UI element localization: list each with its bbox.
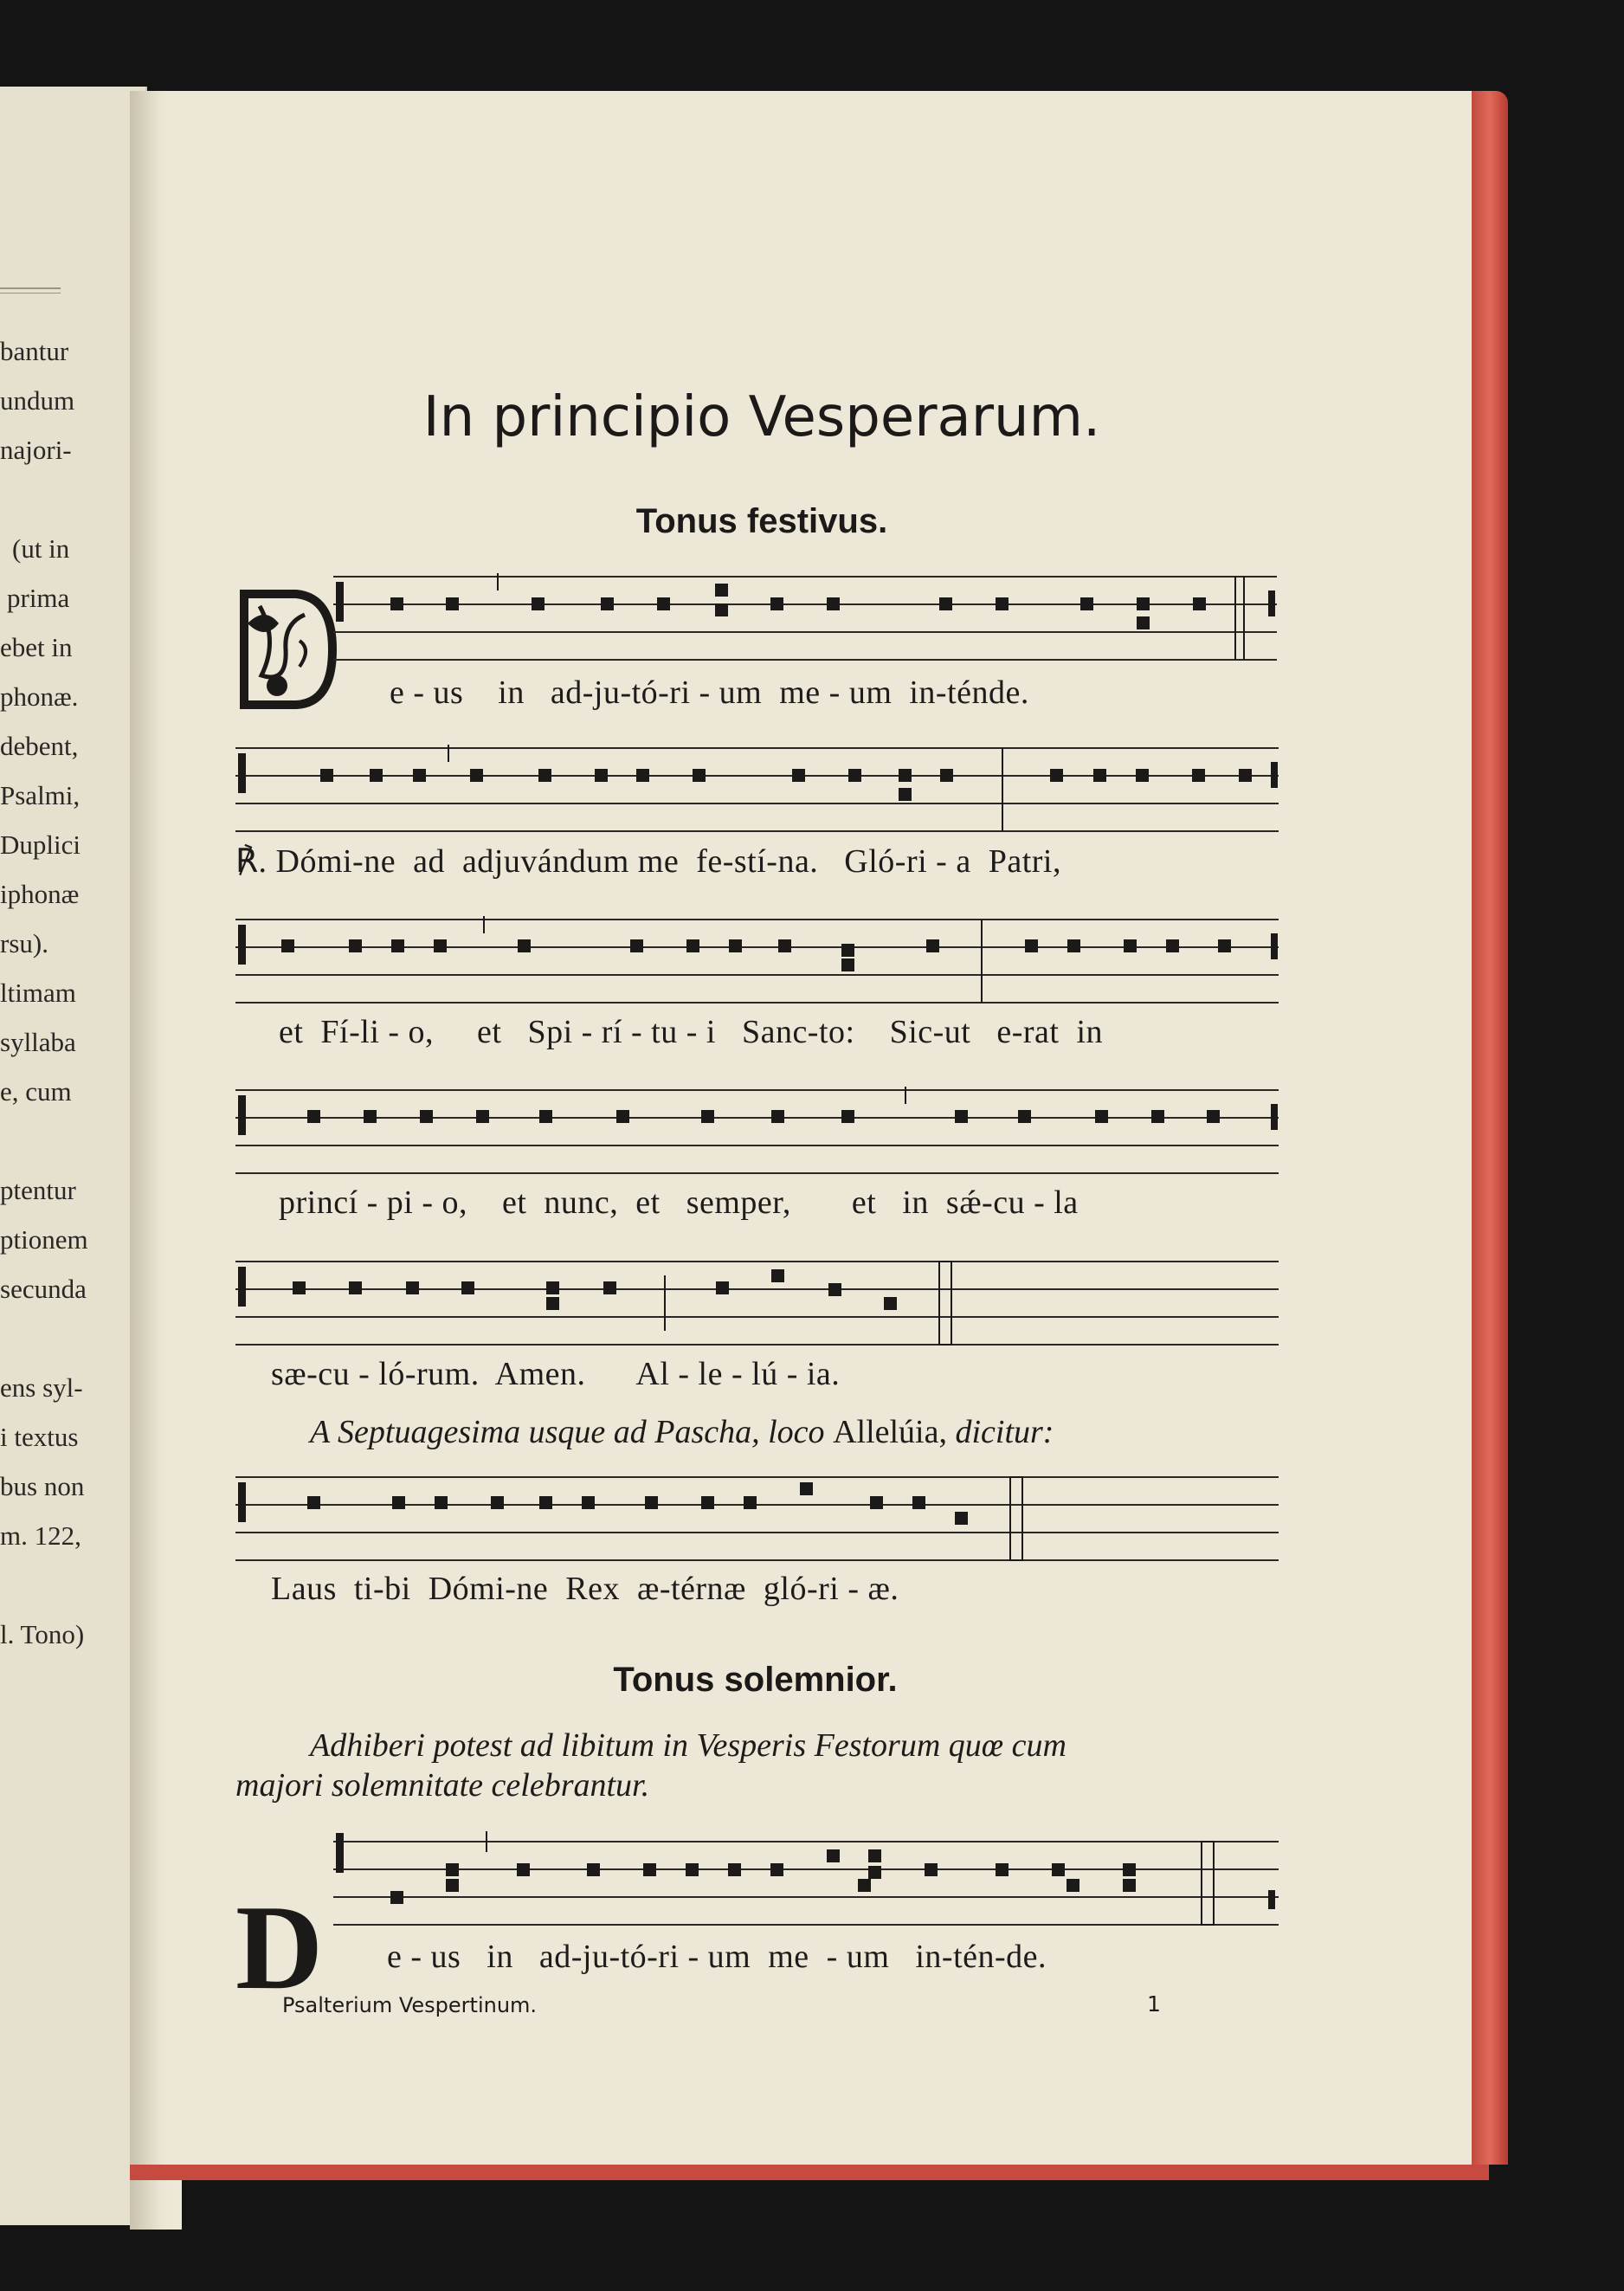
neume <box>899 769 912 782</box>
neume <box>435 1496 448 1509</box>
left-text-line: phonæ. <box>0 681 79 712</box>
neume <box>858 1879 871 1892</box>
decorated-initial <box>235 589 338 710</box>
neume <box>406 1281 419 1294</box>
neume <box>770 1863 783 1876</box>
neume <box>792 769 805 782</box>
neume <box>1218 939 1231 952</box>
left-text-line: ptentur <box>0 1175 76 1205</box>
music-staff <box>235 1474 1279 1569</box>
section-heading: Tonus solemnior. <box>613 1661 898 1699</box>
music-staff <box>333 1831 1279 1935</box>
neume <box>582 1496 595 1509</box>
neume <box>630 939 643 952</box>
neume <box>716 1281 729 1294</box>
neume <box>392 1496 405 1509</box>
neume <box>1123 1863 1136 1876</box>
neume <box>686 939 699 952</box>
rubric-line: majori solemnitate celebrantur. <box>235 1767 650 1804</box>
lyric-line: ℟. Dómi-ne ad adjuvándum me fe-stí-na. Gló-ri - a Patri, <box>235 843 1061 880</box>
lyric-line: Laus ti-bi Dómi-ne Rex æ-térnæ gló-ri - æ. <box>271 1571 899 1607</box>
neume <box>390 1891 403 1904</box>
neume <box>476 1110 489 1123</box>
left-text-line: bus non <box>0 1471 85 1501</box>
neume <box>307 1496 320 1509</box>
neume <box>1193 597 1206 610</box>
neume <box>715 584 728 597</box>
neume <box>281 939 294 952</box>
neume <box>1050 769 1063 782</box>
neume <box>868 1866 881 1879</box>
left-rule <box>0 293 61 294</box>
neume <box>446 1879 459 1892</box>
neume <box>587 1863 600 1876</box>
neume <box>546 1297 559 1310</box>
music-staff <box>235 916 1279 1011</box>
neume <box>603 1281 616 1294</box>
neume <box>1137 616 1150 629</box>
neume <box>827 597 840 610</box>
neume <box>657 597 670 610</box>
neume <box>744 1496 757 1509</box>
neume <box>320 769 333 782</box>
neume <box>827 1849 840 1862</box>
neume <box>771 1269 784 1282</box>
music-staff <box>235 745 1279 840</box>
left-text-line: rsu). <box>0 928 48 958</box>
music-staff <box>333 573 1277 668</box>
neume <box>870 1496 883 1509</box>
neume <box>1137 597 1150 610</box>
neume <box>1093 769 1106 782</box>
neume <box>771 1110 784 1123</box>
left-text-line: Psalmi, <box>0 780 81 810</box>
neume <box>1123 1879 1136 1892</box>
neume <box>1136 769 1149 782</box>
neume <box>538 769 551 782</box>
neume <box>1052 1863 1065 1876</box>
neume <box>841 1110 854 1123</box>
neume <box>1239 769 1252 782</box>
neume <box>996 1863 1009 1876</box>
neume <box>293 1281 306 1294</box>
neume <box>940 769 953 782</box>
neume <box>546 1281 559 1294</box>
left-text-line: secunda <box>0 1274 87 1304</box>
neume <box>899 788 912 801</box>
lyric-line: e - us in ad-ju-tó-ri - um me - um in-ténde. <box>390 674 1029 711</box>
neume <box>841 944 854 957</box>
neume <box>996 597 1009 610</box>
neume <box>539 1110 552 1123</box>
neume <box>1067 1879 1079 1892</box>
left-text-line: undum <box>0 385 75 416</box>
neume <box>446 597 459 610</box>
neume <box>349 1281 362 1294</box>
neume <box>1067 939 1080 952</box>
neume <box>517 1863 530 1876</box>
neume <box>884 1297 897 1310</box>
neume <box>912 1496 925 1509</box>
neume <box>307 1110 320 1123</box>
neume <box>693 769 706 782</box>
neume <box>770 597 783 610</box>
neume <box>868 1849 881 1862</box>
neume <box>470 769 483 782</box>
neume <box>461 1281 474 1294</box>
page-number: 1 <box>1147 1991 1161 2017</box>
rubric-line: Adhiberi potest ad libitum in Vesperis Festorum quœ cum <box>310 1727 1067 1764</box>
neume <box>1166 939 1179 952</box>
neume <box>1207 1110 1220 1123</box>
neume <box>701 1496 714 1509</box>
left-text-line: ptionem <box>0 1224 88 1255</box>
left-text-line: debent, <box>0 731 79 761</box>
neume <box>532 597 545 610</box>
left-text-line: ltimam <box>0 978 76 1008</box>
neume <box>446 1863 459 1876</box>
neume <box>645 1496 658 1509</box>
running-footer: Psalterium Vespertinum. <box>282 1993 538 2017</box>
neume <box>636 769 649 782</box>
neume <box>686 1863 699 1876</box>
neume <box>1192 769 1205 782</box>
neume <box>643 1863 656 1876</box>
page-title: In principio Vesperarum. <box>422 385 1101 449</box>
neume <box>616 1110 629 1123</box>
neume <box>370 769 383 782</box>
neume <box>1025 939 1038 952</box>
neume <box>364 1110 377 1123</box>
neume <box>926 939 939 952</box>
left-text-line: najori- <box>0 435 72 465</box>
neume <box>491 1496 504 1509</box>
left-text-line: m. 122, <box>0 1520 81 1551</box>
left-text-line: (ut in <box>12 533 70 564</box>
neume <box>778 939 791 952</box>
neume <box>728 1863 741 1876</box>
neume <box>729 939 742 952</box>
left-text-line: syllaba <box>0 1027 76 1057</box>
music-staff <box>235 1087 1279 1182</box>
left-text-line: bantur <box>0 336 69 366</box>
neume <box>601 597 614 610</box>
neume <box>390 597 403 610</box>
left-rule <box>0 287 61 289</box>
neume <box>939 597 952 610</box>
music-staff <box>235 1258 1279 1353</box>
neume <box>925 1863 938 1876</box>
neume <box>1095 1110 1108 1123</box>
left-text-line: l. Tono) <box>0 1619 85 1649</box>
left-text-line: ebet in <box>0 632 73 662</box>
neume <box>1124 939 1137 952</box>
neume <box>955 1512 968 1525</box>
neume <box>955 1110 968 1123</box>
neume <box>1018 1110 1031 1123</box>
neume <box>1080 597 1093 610</box>
left-text-line: i textus <box>0 1422 79 1452</box>
neume <box>828 1283 841 1296</box>
lyric-line: sæ-cu - ló-rum. Amen. Al - le - lú - ia. <box>271 1356 841 1392</box>
neume <box>800 1482 813 1495</box>
left-text-line: iphonæ <box>0 879 80 909</box>
neume <box>848 769 861 782</box>
neume <box>595 769 608 782</box>
neume <box>391 939 404 952</box>
initial-letter: D <box>235 1881 324 2015</box>
section-heading: Tonus festivus. <box>635 502 888 540</box>
page-edge-bottom <box>130 2165 1489 2180</box>
neume <box>701 1110 714 1123</box>
neume <box>413 769 426 782</box>
neume <box>539 1496 552 1509</box>
rubric-line: A Septuagesima usque ad Pascha, loco Allelúia, dicitur: <box>310 1414 1054 1450</box>
left-text-line: Duplici <box>0 829 81 860</box>
neume <box>1151 1110 1164 1123</box>
left-text-line: prima <box>7 583 70 613</box>
neume <box>434 939 447 952</box>
neume <box>518 939 531 952</box>
lyric-line: et Fí-li - o, et Spi - rí - tu - i Sanc-to: Sic-ut e-rat in <box>279 1014 1104 1050</box>
left-text-line: e, cum <box>0 1076 72 1107</box>
neume <box>841 958 854 971</box>
lyric-line: e - us in ad-ju-tó-ri - um me - um in-tén-de. <box>387 1939 1047 1975</box>
neume <box>420 1110 433 1123</box>
left-text-line: ens syl- <box>0 1372 83 1403</box>
lyric-line: princí - pi - o, et nunc, et semper, et in sǽ-cu - la <box>279 1184 1079 1221</box>
neume <box>715 603 728 616</box>
neume <box>349 939 362 952</box>
